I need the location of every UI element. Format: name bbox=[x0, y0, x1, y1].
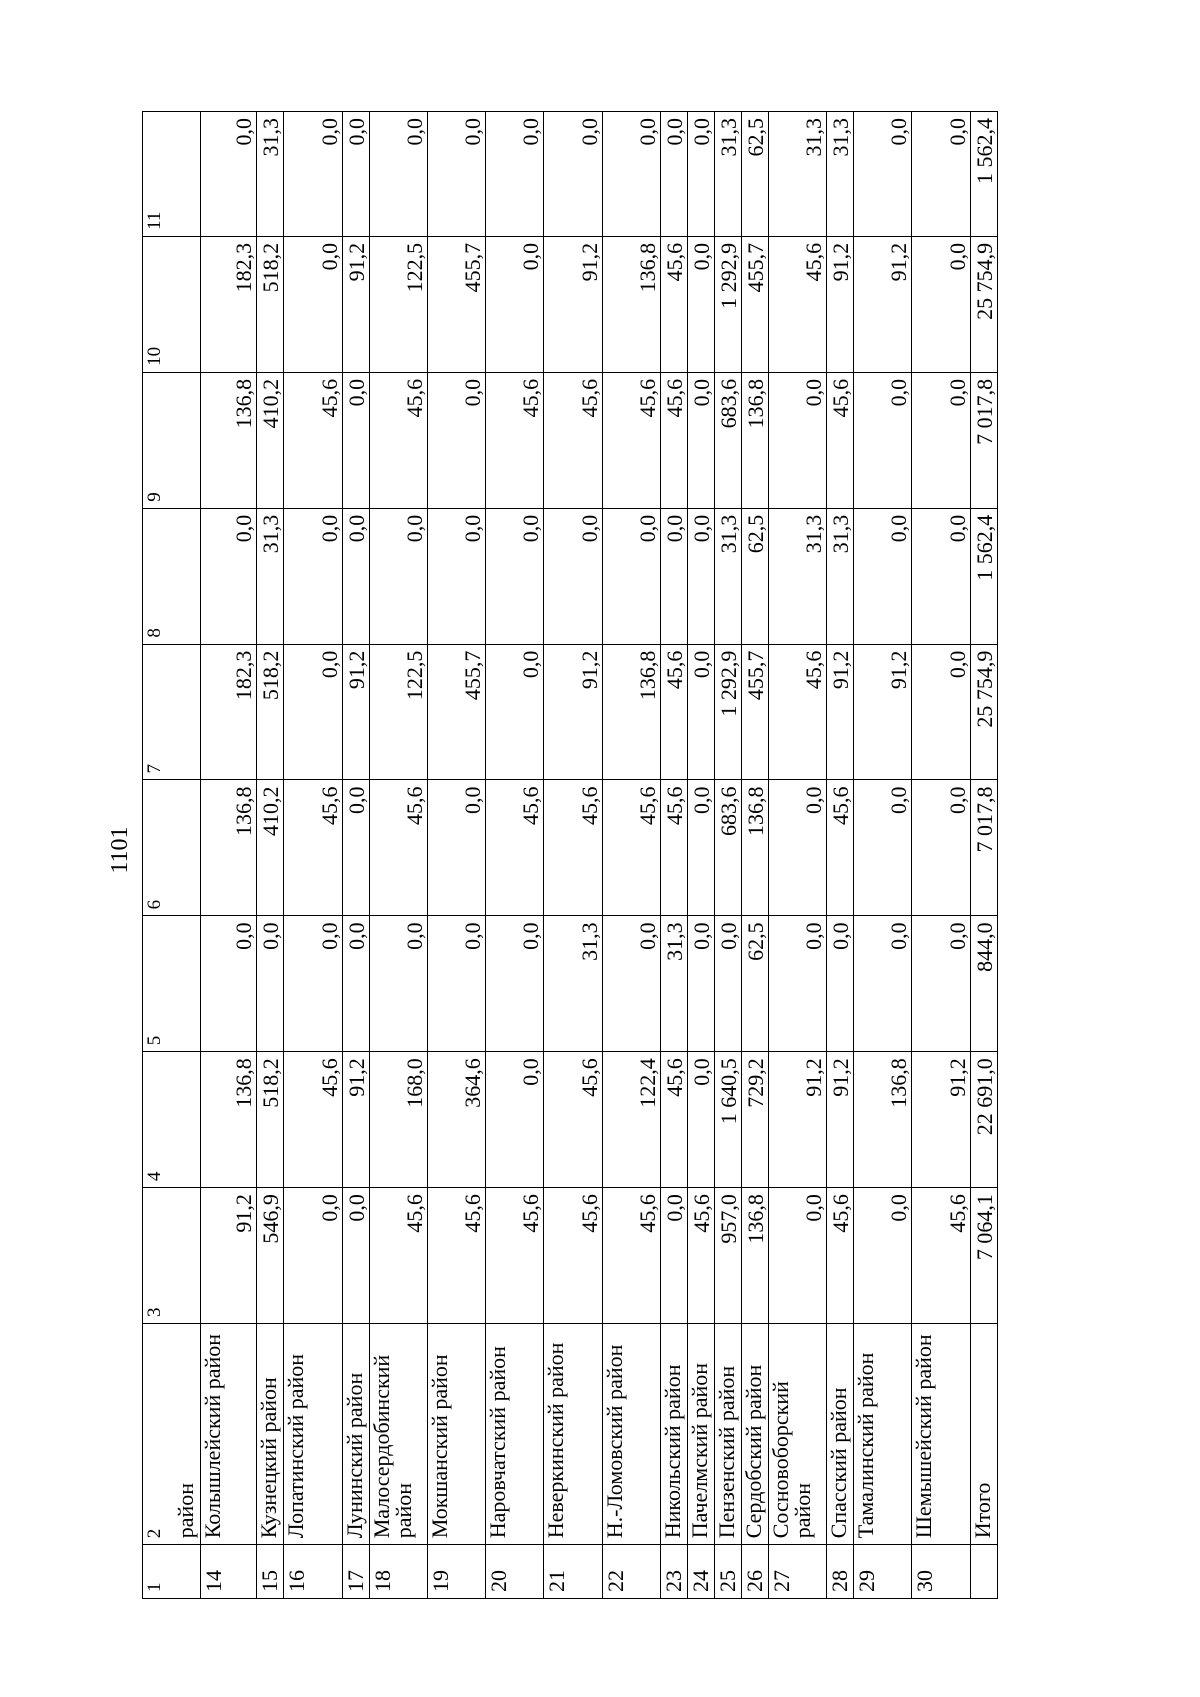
district-name: Пачелмский район bbox=[687, 1324, 714, 1545]
value-cell: 0,0 bbox=[768, 780, 826, 916]
value-cell: 844,0 bbox=[970, 916, 997, 1052]
district-name: Пензенский район bbox=[714, 1324, 741, 1545]
value-cell: 0,0 bbox=[486, 644, 544, 780]
value-cell: 45,6 bbox=[486, 372, 544, 508]
value-cell: 0,0 bbox=[687, 1052, 714, 1188]
district-name: Кузнецкий район bbox=[257, 1324, 284, 1545]
value-cell: 136,8 bbox=[854, 1052, 912, 1188]
value-cell: 683,6 bbox=[714, 780, 741, 916]
value-cell: 182,3 bbox=[201, 236, 257, 372]
empty-cell bbox=[174, 372, 201, 508]
value-cell: 0,0 bbox=[427, 780, 485, 916]
value-cell: 0,0 bbox=[427, 508, 485, 644]
value-cell: 45,6 bbox=[687, 1188, 714, 1324]
value-cell: 31,3 bbox=[714, 508, 741, 644]
value-cell: 45,6 bbox=[827, 372, 854, 508]
district-name: Тамалинский район bbox=[854, 1324, 912, 1545]
value-cell: 45,6 bbox=[544, 1052, 602, 1188]
empty-cell bbox=[174, 916, 201, 1052]
value-cell: 45,6 bbox=[827, 780, 854, 916]
value-cell: 0,0 bbox=[544, 508, 602, 644]
value-cell: 0,0 bbox=[768, 372, 826, 508]
row-number: 18 bbox=[369, 1545, 427, 1599]
value-cell: 0,0 bbox=[602, 508, 660, 644]
row-number: 28 bbox=[827, 1545, 854, 1599]
value-cell: 1 640,5 bbox=[714, 1052, 741, 1188]
value-cell: 45,6 bbox=[284, 780, 342, 916]
value-cell: 0,0 bbox=[768, 1188, 826, 1324]
row-number: 22 bbox=[602, 1545, 660, 1599]
value-cell: 45,6 bbox=[912, 1188, 970, 1324]
column-header: 5 bbox=[143, 916, 174, 1052]
column-header: 10 bbox=[143, 236, 174, 372]
value-cell: 45,6 bbox=[602, 1188, 660, 1324]
column-header: 1 bbox=[143, 1545, 174, 1599]
value-cell: 45,6 bbox=[369, 780, 427, 916]
value-cell: 45,6 bbox=[284, 372, 342, 508]
empty-cell bbox=[174, 236, 201, 372]
value-cell: 0,0 bbox=[854, 508, 912, 644]
table-row bbox=[342, 112, 369, 1599]
value-cell: 546,9 bbox=[257, 1188, 284, 1324]
value-cell: 1 562,4 bbox=[970, 508, 997, 644]
value-cell: 45,6 bbox=[602, 780, 660, 916]
value-cell: 122,5 bbox=[369, 236, 427, 372]
empty-cell bbox=[174, 1052, 201, 1188]
value-cell: 25 754,9 bbox=[970, 236, 997, 372]
value-cell: 0,0 bbox=[854, 1188, 912, 1324]
value-cell: 0,0 bbox=[284, 916, 342, 1052]
value-cell: 136,8 bbox=[741, 372, 768, 508]
value-cell: 91,2 bbox=[854, 644, 912, 780]
value-cell: 91,2 bbox=[201, 1188, 257, 1324]
value-cell: 518,2 bbox=[257, 1052, 284, 1188]
value-cell: 410,2 bbox=[257, 780, 284, 916]
table-row bbox=[741, 112, 768, 1599]
row-number: 24 bbox=[687, 1545, 714, 1599]
value-cell: 91,2 bbox=[544, 644, 602, 780]
value-cell: 7 017,8 bbox=[970, 780, 997, 916]
row-number: 23 bbox=[660, 1545, 687, 1599]
column-header: 6 bbox=[143, 780, 174, 916]
value-cell: 91,2 bbox=[544, 236, 602, 372]
column-header: 3 bbox=[143, 1188, 174, 1324]
district-name: Никольский район bbox=[660, 1324, 687, 1545]
value-cell: 136,8 bbox=[741, 780, 768, 916]
value-cell: 0,0 bbox=[660, 508, 687, 644]
value-cell: 122,5 bbox=[369, 644, 427, 780]
empty-cell bbox=[174, 1188, 201, 1324]
row-number bbox=[970, 1545, 997, 1599]
table-row bbox=[201, 112, 257, 1599]
value-cell: 45,6 bbox=[369, 1188, 427, 1324]
table-row bbox=[602, 112, 660, 1599]
value-cell: 91,2 bbox=[912, 1052, 970, 1188]
total-row bbox=[970, 112, 997, 1599]
value-cell: 45,6 bbox=[544, 1188, 602, 1324]
value-cell: 45,6 bbox=[284, 1052, 342, 1188]
row-number: 15 bbox=[257, 1545, 284, 1599]
header-row bbox=[143, 112, 174, 1599]
value-cell: 0,0 bbox=[257, 916, 284, 1052]
value-cell: 683,6 bbox=[714, 372, 741, 508]
value-cell: 91,2 bbox=[342, 236, 369, 372]
value-cell: 136,8 bbox=[602, 644, 660, 780]
row-number: 27 bbox=[768, 1545, 826, 1599]
table-row bbox=[912, 112, 970, 1599]
value-cell: 62,5 bbox=[741, 508, 768, 644]
continuation-name: район bbox=[174, 1324, 201, 1545]
row-number: 21 bbox=[544, 1545, 602, 1599]
table-row bbox=[257, 112, 284, 1599]
value-cell: 31,3 bbox=[827, 112, 854, 237]
value-cell: 91,2 bbox=[768, 1052, 826, 1188]
value-cell: 45,6 bbox=[602, 372, 660, 508]
table-row bbox=[284, 112, 342, 1599]
value-cell: 45,6 bbox=[768, 236, 826, 372]
value-cell: 518,2 bbox=[257, 236, 284, 372]
district-name: Сосновоборский район bbox=[768, 1324, 826, 1545]
value-cell: 45,6 bbox=[427, 1188, 485, 1324]
value-cell: 0,0 bbox=[284, 644, 342, 780]
table-row bbox=[660, 112, 687, 1599]
empty-cell bbox=[174, 112, 201, 237]
value-cell: 0,0 bbox=[660, 1188, 687, 1324]
row-number: 29 bbox=[854, 1545, 912, 1599]
row-number: 25 bbox=[714, 1545, 741, 1599]
table-row bbox=[854, 112, 912, 1599]
column-header: 11 bbox=[143, 112, 174, 237]
value-cell: 62,5 bbox=[741, 916, 768, 1052]
column-header: 2 bbox=[143, 1324, 174, 1545]
value-cell: 31,3 bbox=[257, 112, 284, 237]
value-cell: 45,6 bbox=[544, 780, 602, 916]
value-cell: 0,0 bbox=[284, 508, 342, 644]
value-cell: 0,0 bbox=[284, 1188, 342, 1324]
value-cell: 31,3 bbox=[660, 916, 687, 1052]
value-cell: 45,6 bbox=[544, 372, 602, 508]
value-cell: 0,0 bbox=[912, 112, 970, 237]
value-cell: 729,2 bbox=[741, 1052, 768, 1188]
value-cell: 0,0 bbox=[427, 112, 485, 237]
empty-cell bbox=[174, 1545, 201, 1599]
value-cell: 136,8 bbox=[602, 236, 660, 372]
value-cell: 0,0 bbox=[854, 916, 912, 1052]
value-cell: 45,6 bbox=[660, 236, 687, 372]
value-cell: 0,0 bbox=[687, 236, 714, 372]
value-cell: 91,2 bbox=[827, 644, 854, 780]
value-cell: 0,0 bbox=[342, 916, 369, 1052]
value-cell: 0,0 bbox=[687, 372, 714, 508]
district-name: Мокшанский район bbox=[427, 1324, 485, 1545]
value-cell: 0,0 bbox=[486, 916, 544, 1052]
value-cell: 0,0 bbox=[201, 916, 257, 1052]
value-cell: 91,2 bbox=[342, 1052, 369, 1188]
value-cell: 45,6 bbox=[660, 1052, 687, 1188]
value-cell: 0,0 bbox=[486, 236, 544, 372]
value-cell: 0,0 bbox=[486, 112, 544, 237]
value-cell: 0,0 bbox=[912, 236, 970, 372]
value-cell: 0,0 bbox=[342, 112, 369, 237]
district-name: Спасский район bbox=[827, 1324, 854, 1545]
value-cell: 0,0 bbox=[687, 644, 714, 780]
value-cell: 0,0 bbox=[486, 508, 544, 644]
value-cell: 0,0 bbox=[912, 644, 970, 780]
empty-cell bbox=[174, 780, 201, 916]
empty-cell bbox=[174, 644, 201, 780]
value-cell: 0,0 bbox=[687, 916, 714, 1052]
column-header: 7 bbox=[143, 644, 174, 780]
value-cell: 1 292,9 bbox=[714, 644, 741, 780]
value-cell: 0,0 bbox=[201, 508, 257, 644]
column-header: 9 bbox=[143, 372, 174, 508]
district-name: Наровчатский район bbox=[486, 1324, 544, 1545]
district-name: Колышлейский район bbox=[201, 1324, 257, 1545]
value-cell: 455,7 bbox=[741, 236, 768, 372]
value-cell: 7 064,1 bbox=[970, 1188, 997, 1324]
value-cell: 957,0 bbox=[714, 1188, 741, 1324]
rotated-table-container bbox=[142, 111, 998, 1599]
district-name: Лопатинский район bbox=[284, 1324, 342, 1545]
value-cell: 0,0 bbox=[369, 916, 427, 1052]
table-row bbox=[768, 112, 826, 1599]
value-cell: 45,6 bbox=[660, 780, 687, 916]
value-cell: 168,0 bbox=[369, 1052, 427, 1188]
value-cell: 0,0 bbox=[660, 112, 687, 237]
value-cell: 0,0 bbox=[854, 780, 912, 916]
value-cell: 31,3 bbox=[827, 508, 854, 644]
value-cell: 0,0 bbox=[201, 112, 257, 237]
value-cell: 0,0 bbox=[912, 916, 970, 1052]
value-cell: 0,0 bbox=[342, 508, 369, 644]
value-cell: 45,6 bbox=[660, 372, 687, 508]
value-cell: 91,2 bbox=[854, 236, 912, 372]
value-cell: 45,6 bbox=[827, 1188, 854, 1324]
value-cell: 0,0 bbox=[602, 916, 660, 1052]
row-number: 30 bbox=[912, 1545, 970, 1599]
value-cell: 45,6 bbox=[660, 644, 687, 780]
value-cell: 0,0 bbox=[912, 508, 970, 644]
column-header: 4 bbox=[143, 1052, 174, 1188]
value-cell: 0,0 bbox=[369, 112, 427, 237]
row-number: 16 bbox=[284, 1545, 342, 1599]
district-name: Малосердобинский район bbox=[369, 1324, 427, 1545]
value-cell: 91,2 bbox=[342, 644, 369, 780]
value-cell: 45,6 bbox=[369, 372, 427, 508]
value-cell: 0,0 bbox=[768, 916, 826, 1052]
continuation-row bbox=[174, 112, 201, 1599]
column-header: 8 bbox=[143, 508, 174, 644]
value-cell: 0,0 bbox=[714, 916, 741, 1052]
value-cell: 136,8 bbox=[201, 780, 257, 916]
value-cell: 45,6 bbox=[486, 1188, 544, 1324]
value-cell: 31,3 bbox=[768, 508, 826, 644]
value-cell: 62,5 bbox=[741, 112, 768, 237]
table-row bbox=[486, 112, 544, 1599]
table-row bbox=[714, 112, 741, 1599]
value-cell: 31,3 bbox=[714, 112, 741, 237]
value-cell: 0,0 bbox=[912, 780, 970, 916]
value-cell: 0,0 bbox=[544, 112, 602, 237]
value-cell: 45,6 bbox=[486, 780, 544, 916]
value-cell: 410,2 bbox=[257, 372, 284, 508]
value-cell: 0,0 bbox=[427, 916, 485, 1052]
value-cell: 25 754,9 bbox=[970, 644, 997, 780]
row-number: 20 bbox=[486, 1545, 544, 1599]
value-cell: 0,0 bbox=[284, 112, 342, 237]
district-name: Итого bbox=[970, 1324, 997, 1545]
row-number: 19 bbox=[427, 1545, 485, 1599]
value-cell: 518,2 bbox=[257, 644, 284, 780]
data-table bbox=[142, 111, 998, 1599]
district-name: Сердобский район bbox=[741, 1324, 768, 1545]
value-cell: 364,6 bbox=[427, 1052, 485, 1188]
value-cell: 0,0 bbox=[284, 236, 342, 372]
table-row bbox=[827, 112, 854, 1599]
value-cell: 0,0 bbox=[342, 780, 369, 916]
empty-cell bbox=[174, 508, 201, 644]
value-cell: 0,0 bbox=[827, 916, 854, 1052]
district-name: Неверкинский район bbox=[544, 1324, 602, 1545]
table-row bbox=[544, 112, 602, 1599]
value-cell: 0,0 bbox=[687, 508, 714, 644]
value-cell: 91,2 bbox=[827, 1052, 854, 1188]
row-number: 17 bbox=[342, 1545, 369, 1599]
value-cell: 0,0 bbox=[369, 508, 427, 644]
value-cell: 0,0 bbox=[486, 1052, 544, 1188]
value-cell: 0,0 bbox=[687, 112, 714, 237]
value-cell: 136,8 bbox=[741, 1188, 768, 1324]
value-cell: 45,6 bbox=[768, 644, 826, 780]
value-cell: 1 292,9 bbox=[714, 236, 741, 372]
district-name: Лунинский район bbox=[342, 1324, 369, 1545]
value-cell: 455,7 bbox=[427, 644, 485, 780]
value-cell: 136,8 bbox=[201, 1052, 257, 1188]
value-cell: 31,3 bbox=[257, 508, 284, 644]
value-cell: 0,0 bbox=[342, 372, 369, 508]
value-cell: 0,0 bbox=[427, 372, 485, 508]
value-cell: 136,8 bbox=[201, 372, 257, 508]
value-cell: 0,0 bbox=[854, 112, 912, 237]
value-cell: 7 017,8 bbox=[970, 372, 997, 508]
district-name: Н.-Ломовский район bbox=[602, 1324, 660, 1545]
value-cell: 0,0 bbox=[854, 372, 912, 508]
value-cell: 22 691,0 bbox=[970, 1052, 997, 1188]
table-row bbox=[369, 112, 427, 1599]
value-cell: 31,3 bbox=[544, 916, 602, 1052]
value-cell: 455,7 bbox=[427, 236, 485, 372]
district-name: Шемышейский район bbox=[912, 1324, 970, 1545]
value-cell: 0,0 bbox=[687, 780, 714, 916]
value-cell: 182,3 bbox=[201, 644, 257, 780]
value-cell: 1 562,4 bbox=[970, 112, 997, 237]
value-cell: 0,0 bbox=[602, 112, 660, 237]
row-number: 26 bbox=[741, 1545, 768, 1599]
table-body bbox=[143, 112, 998, 1599]
value-cell: 122,4 bbox=[602, 1052, 660, 1188]
table-row bbox=[687, 112, 714, 1599]
row-number: 14 bbox=[201, 1545, 257, 1599]
value-cell: 0,0 bbox=[342, 1188, 369, 1324]
table-row bbox=[427, 112, 485, 1599]
value-cell: 91,2 bbox=[827, 236, 854, 372]
value-cell: 455,7 bbox=[741, 644, 768, 780]
page-number: 1101 bbox=[107, 826, 133, 874]
value-cell: 31,3 bbox=[768, 112, 826, 237]
value-cell: 0,0 bbox=[912, 372, 970, 508]
